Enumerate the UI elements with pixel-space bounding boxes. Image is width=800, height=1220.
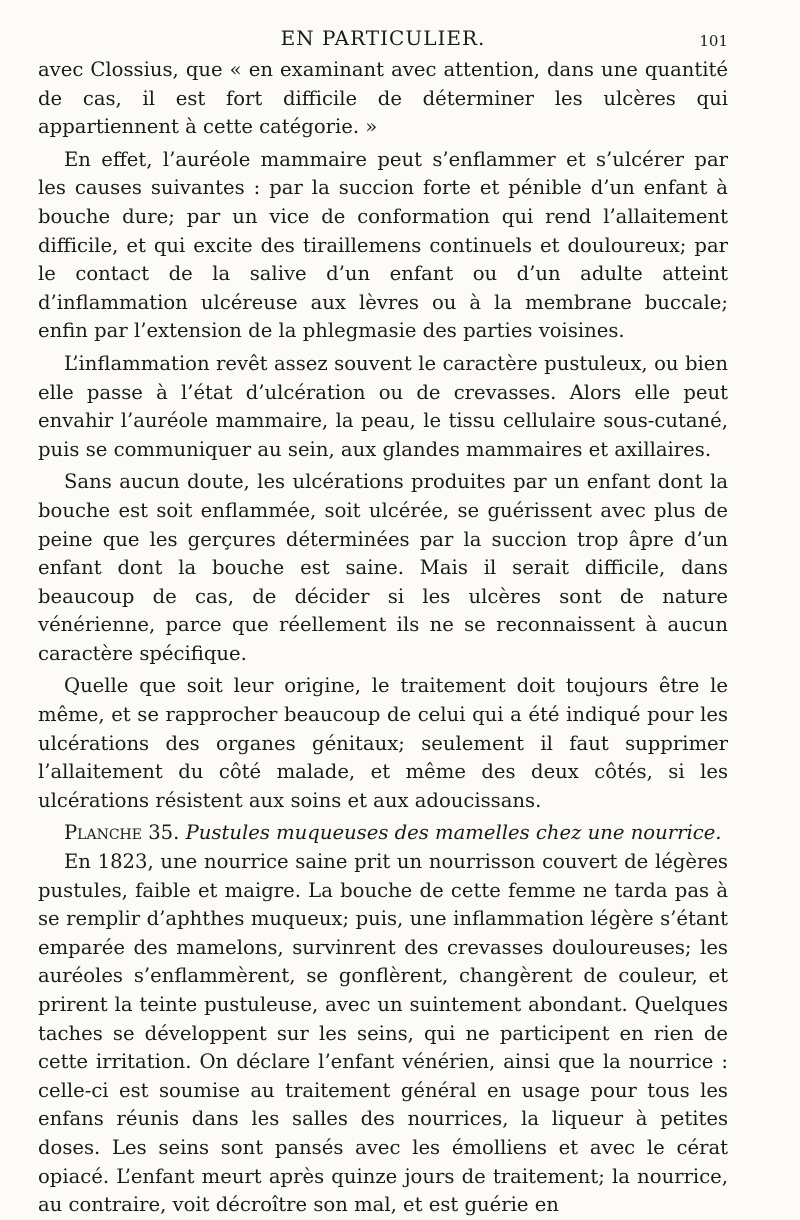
book-page [38,22,728,1220]
paragraph: Quelle que soit leur origine, le traitement doit toujours être le même, et se rapprocher beaucoup de celui qui a été indiqué pour les ulcérations des organes génitaux; seulement il faut supprimer l’allaitement du côté malade, et même des deux côtés, si les ulcérations résistent aux soins et aux adoucissans. [38,674,728,812]
paragraph: En 1823, une nourrice saine prit un nourrisson couvert de légères pustules, faible et maigre. La bouche de cette femme ne tarda pas à se remplir d’aphthes muqueux; puis, une inflammation légère s’étant emparée des mamelons, survinrent des crevasses douloureuses; les auréoles s’enflammèrent, se gonflèrent, changèrent de couleur, et prirent la teinte pustuleuse, avec un suintement abondant. Quelques taches se développent sur les seins, qui ne participent en rien de cette irritation. On déclare l’enfant vénérien, ainsi que la nourrice : celle-ci est soumise au traitement général en usage pour tous les enfans réunis dans les salles des nourrices, la liqueur à petites doses. Les seins sont pansés avec les émolliens et avec le cérat opiacé. L’enfant meurt après quinze jours de traitement; la nourrice, au contraire, voit décroître son mal, et est guérie en [38,850,728,1217]
paragraph: Sans aucun doute, les ulcérations produites par un enfant dont la bouche est soit enflammée, soit ulcérée, se guérissent avec plus de peine que les gerçures déterminées par la succion trop âpre d’un enfant dont la bouche est saine. Mais il serait difficile, dans beaucoup de cas, de décider si les ulcères sont de nature vénérienne, parce que réellement ils ne se reconnaissent à aucun caractère spécifique. [38,470,728,665]
paragraph-continuation: avec Clossius, que « en examinant avec attention, dans une quantité de cas, il est fort difficile de déterminer les ulcères qui appartiennent à cette catégorie. » [38,58,728,139]
paragraph: En effet, l’auréole mammaire peut s’enflammer et s’ulcérer par les causes suivantes : par la succion forte et pénible d’un enfant à bouche dure; par un vice de conformation qui rend l’allaitement difficile, et qui excite des tiraillemens continuels et douloureux; par le contact de la salive d’un enfant ou d’un adulte atteint d’inflammation ulcéreuse aux lèvres ou à la membrane buccale; enfin par l’extension de la phlegmasie des parties voisines. [38,147,728,343]
paragraph: L’inflammation revêt assez souvent le caractère pustuleux, ou bien elle passe à l’état d’ulcération ou de crevasses. Alors elle peut envahir l’auréole mammaire, la peau, le tissu cellulaire sous-cutané, puis se communiquer au sein, aux glandes mammaires et axillaires. [38,351,728,461]
running-head: EN PARTICULIER. [280,26,486,50]
page-number: 101 [699,32,728,50]
plate-caption: Pustules muqueuses des mamelles chez une nourrice. [185,821,722,845]
page-header [38,22,728,56]
plate-label: Planche 35. [64,821,180,845]
body-text [38,56,728,1220]
plate-reference [38,819,728,848]
